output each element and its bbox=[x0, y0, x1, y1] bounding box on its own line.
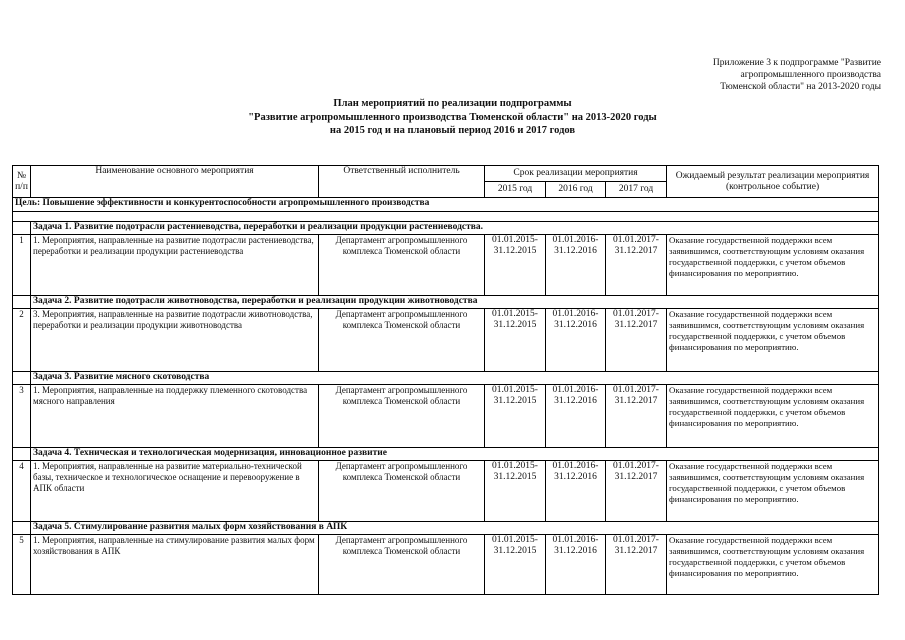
measure-name: 3. Мероприятия, направленные на развитие подотрасли животноводства, переработки и реализации продукции животноводства bbox=[31, 309, 319, 372]
measure-name: 1. Мероприятия, направленные на развитие подотрасли растениеводства, переработки и реализации продукции растениеводства bbox=[31, 235, 319, 296]
measure-row bbox=[13, 235, 879, 296]
task-row bbox=[13, 372, 879, 385]
measure-result: Оказание государственной поддержки всем заявившимся, соответствующим условиям оказания государственной поддержки, с учетом объемов финансирования по мероприятию. bbox=[667, 535, 879, 595]
task-title: Задача 4. Техническая и технологическая модернизация, инновационное развитие bbox=[31, 448, 879, 461]
measure-result: Оказание государственной поддержки всем заявившимся, соответствующим условиям оказания государственной поддержки, с учетом объемов финансирования по мероприятию. bbox=[667, 235, 879, 296]
header-num bbox=[13, 166, 31, 198]
measure-result: Оказание государственной поддержки всем заявившимся, соответствующим условиям оказания государственной поддержки, с учетом объемов финансирования по мероприятию. bbox=[667, 385, 879, 448]
task-row bbox=[13, 222, 879, 235]
task-num-cell bbox=[13, 448, 31, 461]
period-2017: 01.01.2017-31.12.2017 bbox=[606, 535, 667, 595]
measure-name: 1. Мероприятия, направленные на развитие материально-технической базы, техническое и технологическое оснащение и перевооружение в АПК области bbox=[31, 461, 319, 522]
measure-num: 5 bbox=[13, 535, 31, 595]
measure-name: 1. Мероприятия, направленные на поддержку племенного скотоводства мясного направления bbox=[31, 385, 319, 448]
appendix-line-2: агропромышленного производства bbox=[740, 70, 881, 80]
period-2016: 01.01.2016-31.12.2016 bbox=[546, 235, 606, 296]
measure-executor: Департамент агропромышленного комплекса Тюменской области bbox=[319, 535, 485, 595]
title-line-3: на 2015 год и на плановый период 2016 и 2017 годов bbox=[329, 125, 576, 136]
task-title: Задача 3. Развитие мясного скотоводства bbox=[31, 372, 879, 385]
measure-executor: Департамент агропромышленного комплекса Тюменской области bbox=[319, 385, 485, 448]
header-term: Срок реализации мероприятия bbox=[485, 166, 667, 182]
header-num-top: № bbox=[16, 170, 27, 181]
header-row bbox=[13, 166, 879, 182]
header-2015: 2015 год bbox=[485, 182, 546, 198]
plan-table bbox=[12, 165, 879, 595]
measure-executor: Департамент агропромышленного комплекса Тюменской области bbox=[319, 235, 485, 296]
measure-executor: Департамент агропромышленного комплекса Тюменской области bbox=[319, 309, 485, 372]
period-2016: 01.01.2016-31.12.2016 bbox=[546, 385, 606, 448]
period-2015: 01.01.2015-31.12.2015 bbox=[485, 309, 546, 372]
period-2016: 01.01.2016-31.12.2016 bbox=[546, 461, 606, 522]
task-title: Задача 1. Развитие подотрасли растениеводства, переработки и реализации продукции растениеводства. bbox=[31, 222, 879, 235]
task-num-cell bbox=[13, 222, 31, 235]
period-2016: 01.01.2016-31.12.2016 bbox=[546, 309, 606, 372]
appendix-line-3: Тюменской области" на 2013-2020 годы bbox=[720, 82, 881, 92]
document-title bbox=[0, 97, 905, 138]
spacer-row bbox=[13, 212, 879, 222]
measure-row bbox=[13, 461, 879, 522]
measure-row bbox=[13, 385, 879, 448]
goal-row bbox=[13, 198, 879, 212]
task-title: Задача 2. Развитие подотрасли животноводства, переработки и реализации продукции животноводства bbox=[31, 296, 879, 309]
period-2017: 01.01.2017-31.12.2017 bbox=[606, 385, 667, 448]
task-num-cell bbox=[13, 296, 31, 309]
measure-row bbox=[13, 309, 879, 372]
measure-num: 3 bbox=[13, 385, 31, 448]
measure-result: Оказание государственной поддержки всем заявившимся, соответствующим условиям оказания государственной поддержки, с учетом объемов финансирования по мероприятию. bbox=[667, 309, 879, 372]
header-name: Наименование основного мероприятия bbox=[31, 166, 319, 198]
header-executor: Ответственный исполнитель bbox=[319, 166, 485, 198]
period-2015: 01.01.2015-31.12.2015 bbox=[485, 235, 546, 296]
goal-text: Цель: Повышение эффективности и конкурентоспособности агропромышленного производства bbox=[13, 198, 879, 212]
header-2017: 2017 год bbox=[606, 182, 667, 198]
header-result: Ожидаемый результат реализации мероприятия (контрольное событие) bbox=[667, 166, 879, 198]
appendix-note bbox=[661, 57, 881, 93]
period-2017: 01.01.2017-31.12.2017 bbox=[606, 235, 667, 296]
period-2016: 01.01.2016-31.12.2016 bbox=[546, 535, 606, 595]
measure-name: 1. Мероприятия, направленные на стимулирование развития малых форм хозяйствования в АПК bbox=[31, 535, 319, 595]
period-2017: 01.01.2017-31.12.2017 bbox=[606, 461, 667, 522]
header-num-bottom: п/п bbox=[15, 181, 28, 192]
task-num-cell bbox=[13, 522, 31, 535]
measure-row bbox=[13, 535, 879, 595]
measure-executor: Департамент агропромышленного комплекса Тюменской области bbox=[319, 461, 485, 522]
header-2016: 2016 год bbox=[546, 182, 606, 198]
period-2015: 01.01.2015-31.12.2015 bbox=[485, 385, 546, 448]
measure-num: 2 bbox=[13, 309, 31, 372]
task-row bbox=[13, 296, 879, 309]
task-row bbox=[13, 522, 879, 535]
spacer-cell bbox=[13, 212, 879, 222]
title-line-2: "Развитие агропромышленного производства Тюменской области" на 2013-2020 годы bbox=[248, 111, 657, 123]
measure-result: Оказание государственной поддержки всем заявившимся, соответствующим условиям оказания государственной поддержки, с учетом объемов финансирования по мероприятию. bbox=[667, 461, 879, 522]
period-2015: 01.01.2015-31.12.2015 bbox=[485, 461, 546, 522]
task-title: Задача 5. Стимулирование развития малых форм хозяйствования в АПК bbox=[31, 522, 879, 535]
task-num-cell bbox=[13, 372, 31, 385]
measure-num: 4 bbox=[13, 461, 31, 522]
task-row bbox=[13, 448, 879, 461]
period-2015: 01.01.2015-31.12.2015 bbox=[485, 535, 546, 595]
measure-num: 1 bbox=[13, 235, 31, 296]
title-line-1: План мероприятий по реализации подпрограммы bbox=[333, 98, 572, 109]
appendix-line-1: Приложение 3 к подпрограмме "Развитие bbox=[712, 58, 881, 68]
period-2017: 01.01.2017-31.12.2017 bbox=[606, 309, 667, 372]
